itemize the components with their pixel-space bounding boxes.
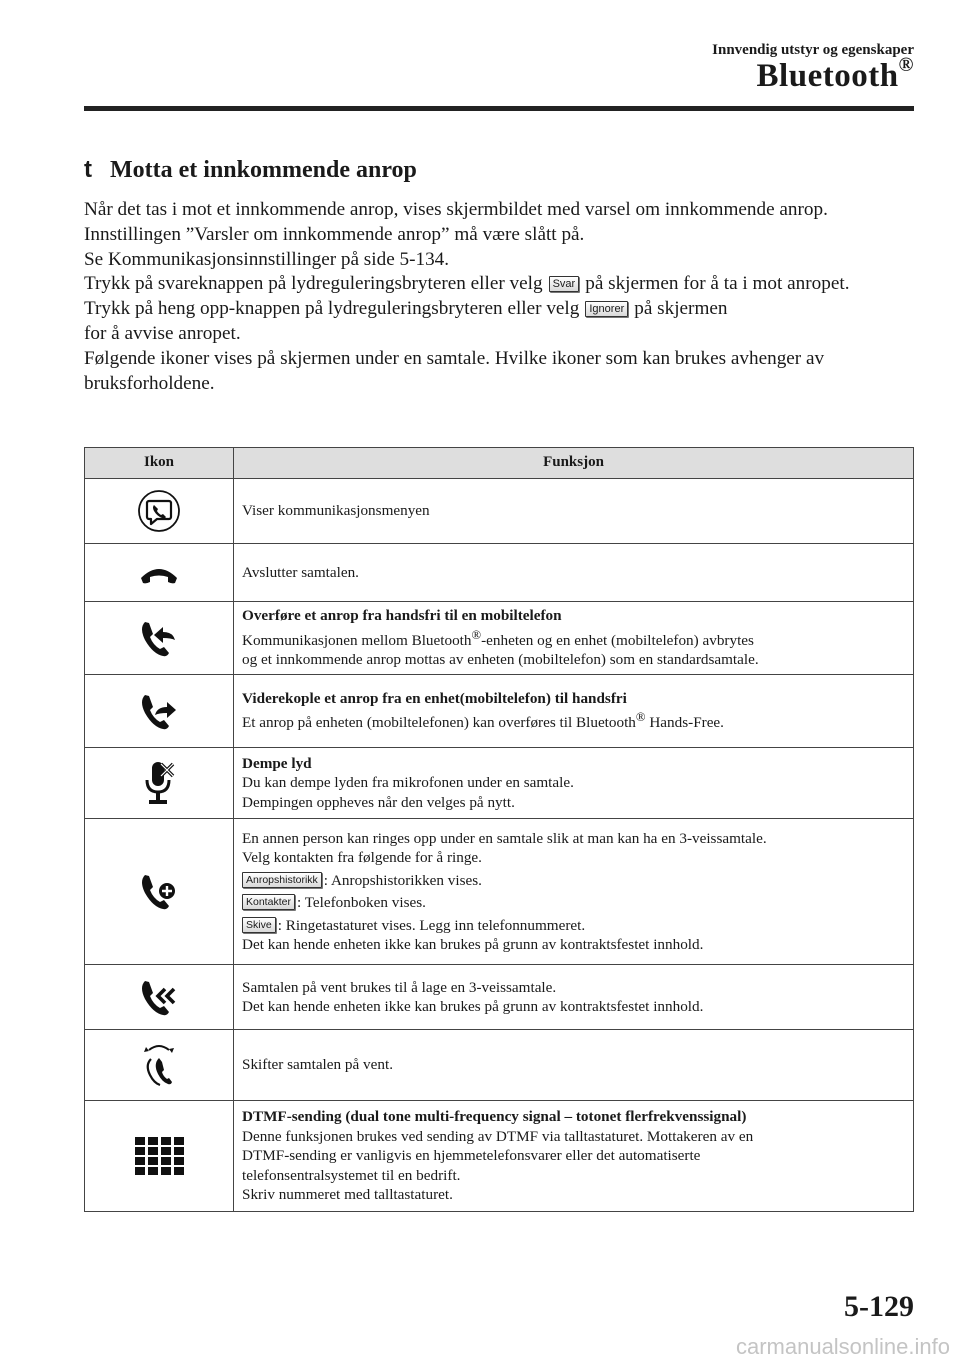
row-text: En annen person kan ringes opp under en samtale slik at man kan ha en 3-veissamtale. Velg kontakten fra følgende for å ringe. Anropshistorikk : Anropshistorikken vises. Kontakter : Telefonboken vises. Skive : Ringetastaturet vises. Legg inn telefonnummeret. Det kan hende enheten ikke kan brukes på grunn av kontraktsfestet innhold. [234,819,914,965]
ignorer-button: Ignorer [585,301,628,317]
row-text: Skifter samtalen på vent. [234,1030,914,1101]
communication-menu-icon [137,489,181,533]
row-text: Samtalen på vent brukes til å lage en 3-veissamtale. Det kan hende enheten ikke kan brukes på grunn av kontraktsfestet innhold. [234,965,914,1030]
row-text: Overføre et anrop fra handsfri til en mobiltelefon Kommunikasjonen mellom Bluetooth®-enheten og en enhet (mobiltelefon) avbrytes og et innkommende anrop mottas av enheten (mobiltelefon) som en standardsamtale. [234,602,914,675]
running-header-title: Bluetooth® [756,54,914,94]
table-row [85,1101,914,1212]
add-call-icon [137,869,181,915]
table-row [85,675,914,748]
row-text: Dempe lyd Du kan dempe lyden fra mikrofonen under en samtale. Dempingen oppheves når den velges på nytt. [234,748,914,819]
section-heading: t Motta et innkommende anrop [84,156,417,183]
anropshistorikk-button: Anropshistorikk [242,872,322,888]
row-text: Avslutter samtalen. [234,544,914,602]
keypad-icon [133,1136,185,1176]
table-row [85,602,914,675]
table-row [85,544,914,602]
header-rule [84,106,914,111]
hang-up-icon [137,561,181,585]
table-header-row [85,448,914,479]
paragraph-1: Når det tas i mot et innkommende anrop, vises skjermbildet med varsel om innkommende anrop. Innstillingen ”Varsler om innkommende anrop” må være slått på. [84,199,828,245]
row-text: Viser kommunikasjonsmenyen [234,479,914,544]
table-row [85,965,914,1030]
table-row [85,819,914,965]
kontakter-button: Kontakter [242,894,295,910]
paragraph-5: Følgende ikoner vises på skjermen under en samtale. Hvilke ikoner som kan brukes avhenger av bruksforholdene. [84,347,825,394]
skive-button: Skive [242,917,276,933]
body-text [84,198,914,396]
transfer-to-handsfree-icon [137,689,181,733]
page-number: 5-129 [844,1290,914,1323]
table-row [85,479,914,544]
paragraph-2: Se Kommunikasjonsinnstillinger på side 5-134. [84,248,450,270]
table-row [85,1030,914,1101]
section-bullet: t [84,156,92,183]
merge-calls-icon [137,975,181,1019]
column-header-icon: Ikon [85,448,234,479]
swap-call-icon [137,1040,181,1090]
running-header-section: Innvendig utstyr og egenskaper [712,42,914,58]
transfer-to-phone-icon [137,616,181,660]
watermark: carmanualsonline.info [735,1334,950,1359]
paragraph-4: Trykk på heng opp-knappen på lydreguleringsbryteren eller velg Ignorer på skjermen for å avvise anropet. [84,298,728,344]
paragraph-3: Trykk på svareknappen på lydreguleringsbryteren eller velg Svar på skjermen for å ta i mot anropet. [84,273,850,295]
row-text: DTMF-sending (dual tone multi-frequency signal – totonet flerfrekvenssignal) Denne funksjonen brukes ved sending av DTMF via talltastaturet. Mottakeren av en DTMF-sending er vanligvis en hjemmetelefonsvarer eller det automatiserte telefonsentralsystemet til en bedrift. Skriv nummeret med talltastaturet. [234,1101,914,1212]
svar-button: Svar [549,276,580,292]
row-text: Viderekople et anrop fra en enhet(mobiltelefon) til handsfri Et anrop på enheten (mobiltelefonen) kan overføres til Bluetooth® Hands-Free. [234,675,914,748]
column-header-function: Funksjon [234,448,914,479]
table-row [85,748,914,819]
mute-microphone-icon [141,758,177,808]
icon-function-table [84,447,914,1212]
